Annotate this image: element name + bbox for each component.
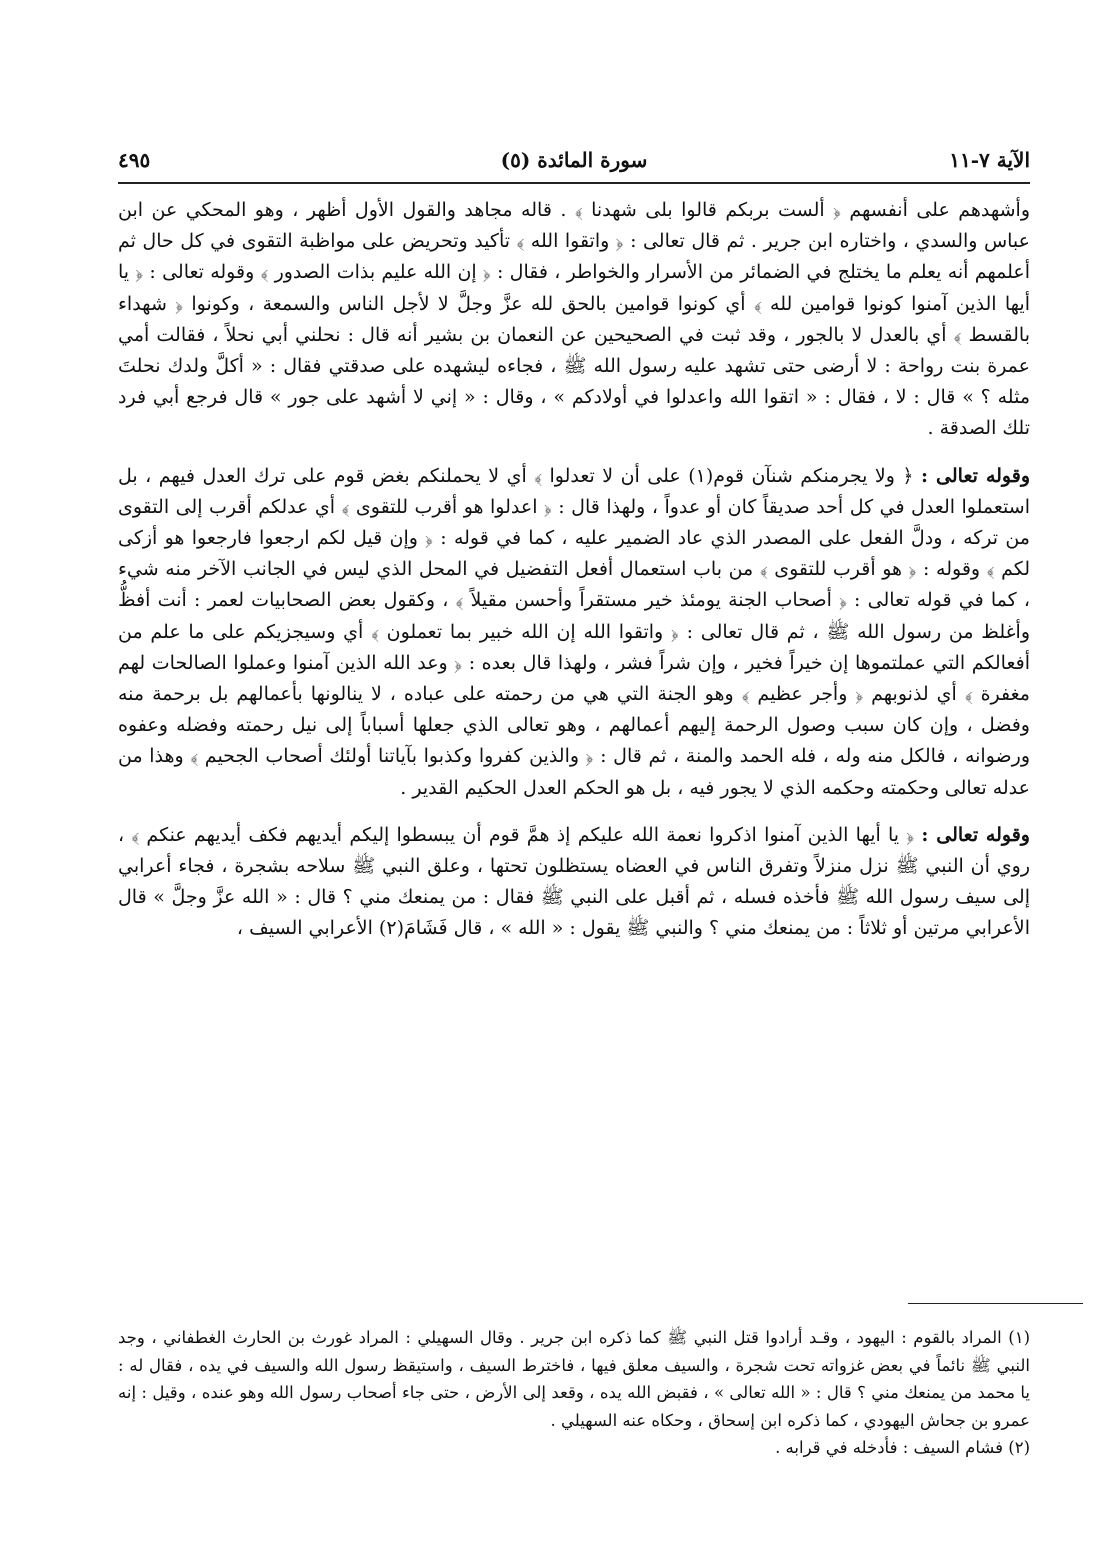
paragraph — [118, 820, 1030, 945]
paragraph — [118, 461, 1030, 804]
footnote-divider — [908, 1303, 1083, 1304]
paragraph-text: ﴿ يا أيها الذين آمنوا اذكروا نعمة الله عليكم إذ همَّ قوم أن يبسطوا إليكم أيديهم فكف أيديهم عنكم ﴾ ، روي أن النبي ﷺ نزل منزلاً وتفرق الناس في العضاه يستظلون تحتها ، وعلق النبي ﷺ سلاحه بشجرة ، فجاء أعرابي إلى سيف رسول الله ﷺ فأخذه فسله ، ثم أقبل على النبي ﷺ فقال : من يمنعك مني ؟ قال : « الله عزَّ وجلَّ » قال الأعرابي مرتين أو ثلاثاً : من يمنعك مني ؟ والنبي ﷺ يقول : « الله » ، قال فَشَامَ(٢) الأعرابي السيف ، — [118, 823, 1030, 940]
paragraph — [118, 195, 1030, 445]
paragraph-text: وأشهدهم على أنفسهم ﴿ ألست بربكم قالوا بلى شهدنا ﴾ . قاله مجاهد والقول الأول أظهر ، وهو المحكي عن ابن عباس والسدي ، واختاره ابن جرير . ثم قال تعالى : ﴿ واتقوا الله ﴾ تأكيد وتحريض على مواظبة التقوى في كل حال ثم أعلمهم أنه يعلم ما يختلج في الضمائر من الأسرار والخواطر ، فقال : ﴿ إن الله عليم بذات الصدور ﴾ وقوله تعالى : ﴿ يا أيها الذين آمنوا كونوا قوامين لله ﴾ أي كونوا قوامين بالحق لله عزَّ وجلَّ لا لأجل الناس والسمعة ، وكونوا ﴿ شهداء بالقسط ﴾ أي بالعدل لا بالجور ، وقد ثبت في الصحيحين عن النعمان بن بشير أنه قال : نحلني أبي نحلاً ، فقالت أمي عمرة بنت رواحة : لا أرضى حتى تشهد عليه رسول الله ﷺ ، فجاءه ليشهده على صدقتي فقال : « أكلَّ ولدك نحلتَ مثله ؟ » قال : لا ، فقال : « اتقوا الله واعدلوا في أولادكم » ، وقال : « إني لا أشهد على جور » قال فرجع أبي فرد تلك الصدقة . — [118, 199, 1030, 440]
verse-range: الآية ٧-١١ — [949, 148, 1030, 172]
running-header — [118, 142, 1030, 184]
paragraph-lead: وقوله تعالى : — [921, 823, 1030, 846]
paragraph-lead: وقوله تعالى : — [920, 464, 1030, 487]
page-number: ٤٩٥ — [118, 148, 151, 172]
footnotes — [118, 1324, 1030, 1462]
surah-title: (٥) سورة المائدة — [500, 148, 648, 172]
footnote: (١) المراد بالقوم : اليهود ، وقـد أرادوا قتل النبي ﷺ كما ذكره ابن جرير . وقال السهيلي : المراد غورث بن الحارث الغطفاني ، وجد النبي ﷺ نائماً في بعض غزواته تحت شجرة ، والسيف معلق فيها ، فاخترط السيف ، واستيقظ رسول الله والسيف في يده ، فقال له : يا محمد من يمنعك مني ؟ قال : « الله تعالى » ، فقبض الله يده ، وقعد إلى الأرض ، حتى جاء أصحاب رسول الله وهو عنده ، وقيل : إنه عمرو بن جحاش اليهودي ، كما ذكره ابن إسحاق ، وحكاه عنه السهيلي . — [118, 1328, 1031, 1430]
footnote: (٢) فشام السيف : فأدخله في قرابه . — [775, 1438, 1030, 1457]
main-text — [118, 195, 1030, 945]
paragraph-text: ﴿ ولا يجرمنكم شنآن قوم(١) على أن لا تعدلوا ﴾ أي لا يحملنكم بغض قوم على ترك العدل فيهم ، بل استعملوا العدل في كل أحد صديقاً كان أو عدواً ، ولهذا قال : ﴿ اعدلوا هو أقرب للتقوى ﴾ أي عدلكم أقرب إلى التقوى من تركه ، ودلَّ الفعل على المصدر الذي عاد الضمير عليه ، كما في قوله : ﴿ وإن قيل لكم ارجعوا فارجعوا هو أزكى لكم ﴾ وقوله : ﴿ هو أقرب للتقوى ﴾ من باب استعمال أفعل التفضيل في المحل الذي ليس في الجانب الآخر منه شيء ، كما في قوله تعالى : ﴿ أصحاب الجنة يومئذ خير مستقراً وأحسن مقيلاً ﴾ ، وكقول بعض الصحابيات لعمر : أنت أفظُّ وأغلظ من رسول الله ﷺ ، ثم قال تعالى : ﴿ واتقوا الله إن الله خبير بما تعملون ﴾ أي وسيجزيكم على ما علم من أفعالكم التي عملتموها إن خيراً فخير ، وإن شراً فشر ، ولهذا قال بعده : ﴿ وعد الله الذين آمنوا وعملوا الصالحات لهم مغفرة ﴾ أي لذنوبهم ﴿ وأجر عظيم ﴾ وهو الجنة التي هي من رحمته على عباده ، لا ينالونها بأعمالهم بل برحمة منه وفضل ، وإن كان سبب وصول الرحمة إليهم أعمالهم ، وهو تعالى الذي جعلها أسباباً إلى نيل رحمته وفضله وعفوه ورضوانه ، فالكل منه وله ، فله الحمد والمنة ، ثم قال : ﴿ والذين كفروا وكذبوا بآياتنا أولئك أصحاب الجحيم ﴾ وهذا من عدله تعالى وحكمته وحكمه الذي لا يجور فيه ، بل هو الحكم العدل الحكيم القدير . — [118, 464, 1030, 799]
